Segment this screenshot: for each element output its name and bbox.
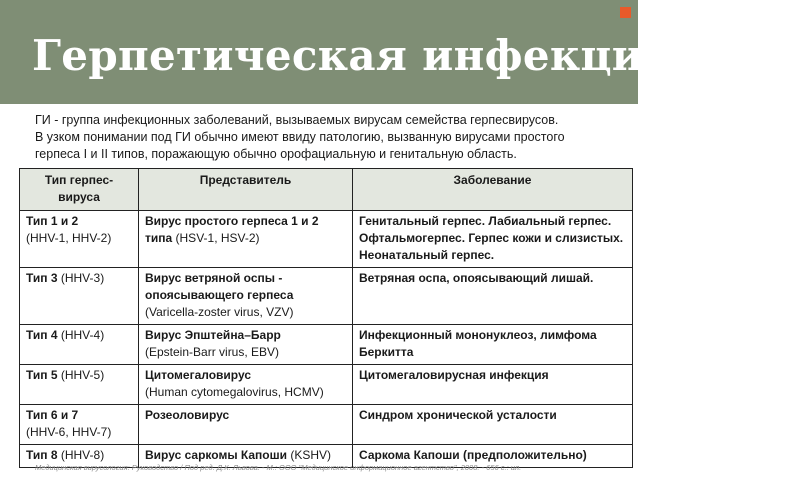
cell-type (20, 211, 139, 268)
representative-code: (Varicella-zoster virus, VZV) (145, 305, 294, 319)
title-bar (0, 0, 799, 104)
representative-code: (Epstein-Barr virus, EBV) (145, 345, 280, 359)
cell-type (20, 268, 139, 325)
table-row (20, 211, 633, 268)
corner-accent-square (620, 7, 631, 18)
representative-name: Розеоловирус (145, 408, 230, 422)
representative-code: (Human cytomegalovirus, HCMV) (145, 385, 324, 399)
representative-code: (HSV-1, HSV-2) (172, 231, 260, 245)
table-row (20, 325, 633, 365)
cell-disease: Ветряная оспа, опоясывающий лишай. (353, 268, 633, 325)
type-code: (HHV-4) (57, 328, 105, 342)
source-citation: Медицинская вирусология: Руководство / Под ред. Д.К. Львова. - М.: ООО "Медицинское информационное агентство", 2008. - 656 с.: ил. (35, 463, 522, 472)
herpes-types-table (19, 168, 633, 468)
intro-line: герпеса I и II типов, поражающую обычно орофациальную и генитальную область. (35, 147, 517, 161)
type-name: Тип 6 и 7 (26, 408, 79, 422)
representative-name: Вирус Эпштейна–Барр (145, 328, 281, 342)
intro-line: ГИ - группа инфекционных заболеваний, вызываемых вирусам семейства герпесвирусов. (35, 113, 559, 127)
type-name: Тип 4 (26, 328, 58, 342)
cell-type (20, 405, 139, 445)
cell-disease: Саркома Капоши (предположительно) (353, 445, 633, 468)
table-row (20, 268, 633, 325)
header-disease: Заболевание (353, 169, 633, 211)
representative-name: Вирус саркомы Капоши (145, 448, 288, 462)
type-name: Тип 5 (26, 368, 58, 382)
header-representative: Представитель (139, 169, 353, 211)
header-type-line: вируса (58, 190, 100, 204)
cell-representative (139, 268, 353, 325)
type-code: (HHV-6, HHV-7) (26, 425, 112, 439)
header-type-line: Тип герпес- (44, 173, 114, 187)
type-code: (HHV-1, HHV-2) (26, 231, 112, 245)
cell-disease: Синдром хронической усталости (353, 405, 633, 445)
header-type (20, 169, 139, 211)
cell-representative (139, 365, 353, 405)
representative-code: (KSHV) (287, 448, 332, 462)
cell-type (20, 325, 139, 365)
cell-disease: Генитальный герпес. Лабиальный герпес. Офтальмогерпес. Герпес кожи и слизистых. Неонатальный герпес. (353, 211, 633, 268)
representative-name: Цитомегаловирус (145, 368, 252, 382)
type-code: (HHV-5) (57, 368, 105, 382)
cell-representative (139, 211, 353, 268)
intro-line: В узком понимании под ГИ обычно имеют ввиду патологию, вызванную вирусами простого (35, 130, 565, 144)
type-name: Тип 3 (26, 271, 58, 285)
type-name: Тип 1 и 2 (26, 214, 79, 228)
table-row (20, 405, 633, 445)
type-name: Тип 8 (26, 448, 58, 462)
cell-type (20, 365, 139, 405)
cell-disease: Цитомегаловирусная инфекция (353, 365, 633, 405)
type-code: (HHV-8) (57, 448, 105, 462)
cell-disease: Инфекционный мононуклеоз, лимфома Беркитта (353, 325, 633, 365)
table-header-row (20, 169, 633, 211)
representative-name: Вирус простого герпеса 1 и 2 типа (145, 214, 319, 245)
cell-representative (139, 325, 353, 365)
intro-text (35, 112, 625, 163)
type-code: (HHV-3) (57, 271, 105, 285)
cell-representative (139, 405, 353, 445)
table-row (20, 365, 633, 405)
slide-title: Герпетическая инфекция (ГИ) (32, 31, 799, 80)
representative-name: Вирус ветряной оспы - опоясывающего герпеса (145, 271, 294, 302)
